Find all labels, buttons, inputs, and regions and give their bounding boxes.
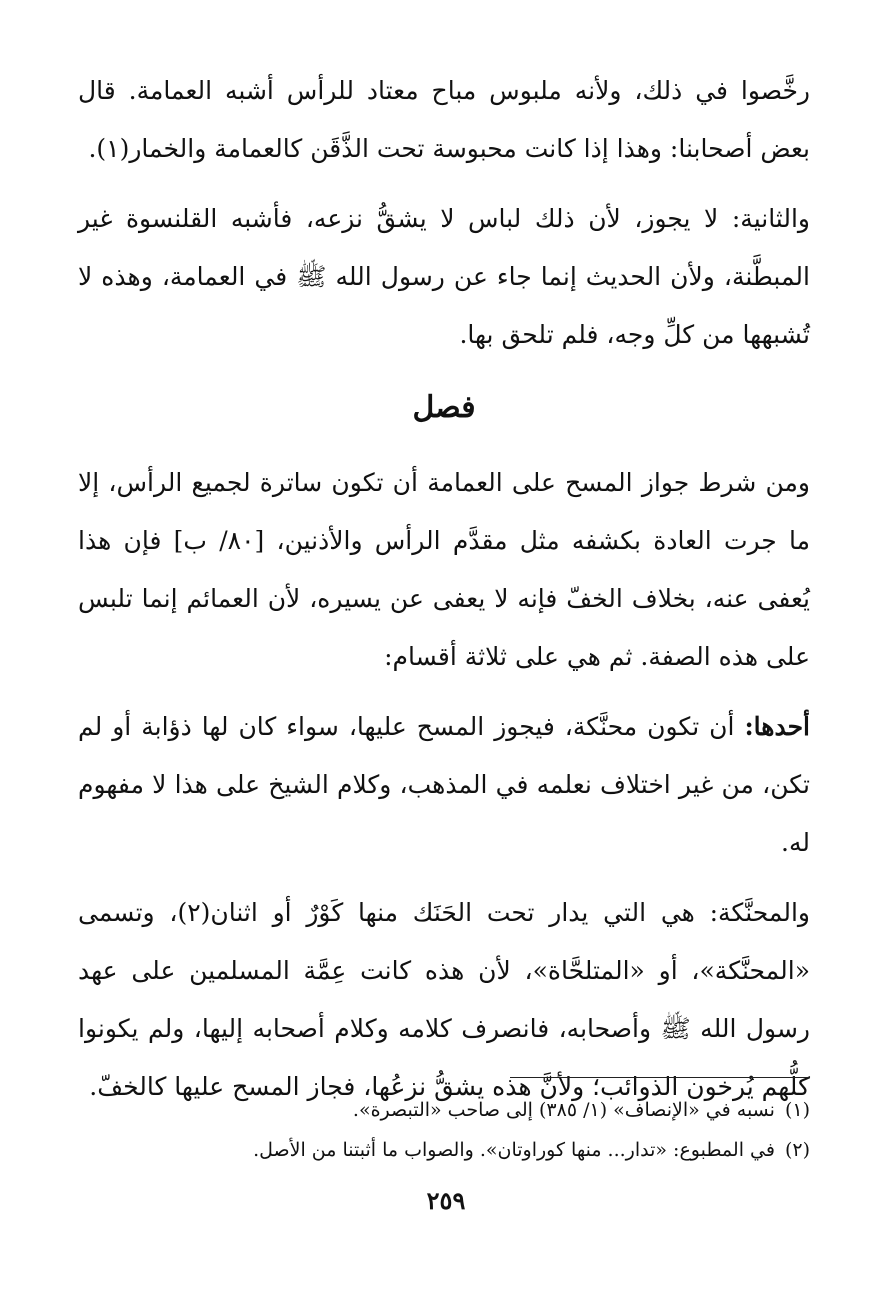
footnote-2-number: (٢)	[784, 1139, 810, 1161]
paragraph-4-lead: أحدها:	[744, 712, 810, 741]
footnote-2	[78, 1130, 810, 1170]
paragraph-2: والثانية: لا يجوز، لأن ذلك لباس لا يشقُّ نزعه، فأشبه القلنسوة غير المبطَّنة، ولأن الحديث إنما جاء عن رسول الله ﷺ في العمامة، وهذه لا تُشبهها من كلِّ وجه، فلم تلحق بها.	[78, 204, 810, 349]
section-title: فصل	[412, 390, 476, 425]
footnote-2-text: في المطبوع: «تدار... منها كوراوتان». والصواب ما أثبتنا من الأصل.	[253, 1139, 775, 1161]
footnotes	[78, 1077, 810, 1170]
page-number: ٢٥٩	[426, 1186, 466, 1215]
paragraph-3: ومن شرط جواز المسح على العمامة أن تكون ساترة لجميع الرأس، إلا ما جرت العادة بكشفه مثل مقدَّم الرأس والأذنين، [٨٠/ ب] فإن هذا يُعفى عنه، بخلاف الخفّ فإنه لا يعفى عن يسيره، لأن العمائم إنما تلبس على هذه الصفة. ثم هي على ثلاثة أقسام:	[78, 468, 811, 671]
footnote-1-text: نسبه في «الإنصاف» (١/ ٣٨٥) إلى صاحب «التبصرة».	[352, 1099, 775, 1121]
footnote-divider	[510, 1077, 810, 1078]
paragraph-4-text: أن تكون محنَّكة، فيجوز المسح عليها، سواء كان لها ذؤابة أو لم تكن، من غير اختلاف نعلمه في المذهب، وكلام الشيخ على هذا لا مفهوم له.	[78, 712, 810, 857]
paragraph-4	[78, 698, 810, 872]
paragraph-1: رخَّصوا في ذلك، ولأنه ملبوس مباح معتاد للرأس أشبه العمامة. قال بعض أصحابنا: وهذا إذا كانت محبوسة تحت الذَّقَن كالعمامة والخمار(١).	[78, 76, 810, 163]
footnote-1-number: (١)	[784, 1099, 810, 1121]
paragraph-5: والمحنَّكة: هي التي يدار تحت الحَنَك منها كَوْرٌ أو اثنان(٢)، وتسمى «المحنَّكة»، أو «المتلحَّاة»، لأن هذه كانت عِمَّة المسلمين على عهد رسول الله ﷺ وأصحابه، فانصرف كلامه وكلام أصحابه إليها، ولم يكونوا كلُّهم يُرخون الذوائب؛ ولأنَّ هذه يشقُّ نزعُها، فجاز المسح عليها كالخفّ.	[78, 898, 810, 1101]
footnote-1	[78, 1090, 810, 1130]
page-body	[78, 62, 810, 1116]
